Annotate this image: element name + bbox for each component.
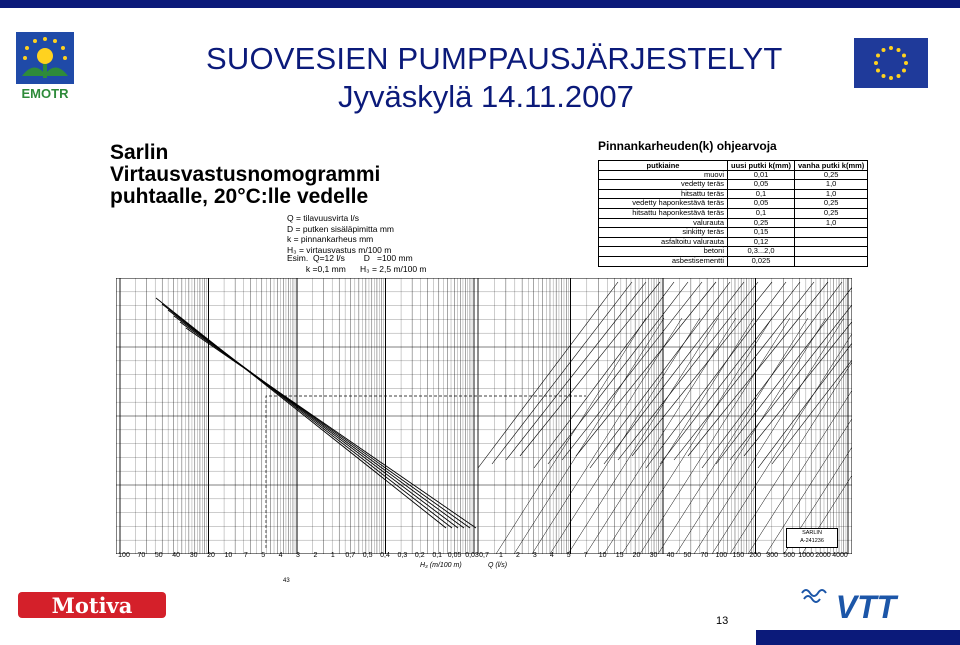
axis-tick-label: 7 bbox=[583, 552, 588, 559]
axis-tick-label: 0,03 bbox=[465, 552, 479, 559]
axis-unit-h: H₃ (m/100 m) bbox=[420, 562, 462, 569]
axis-tick-label: 0,7 bbox=[479, 552, 489, 559]
table-cell: 0,12 bbox=[728, 237, 795, 247]
table-row bbox=[599, 247, 868, 257]
drawing-stamp bbox=[786, 528, 838, 548]
table-row bbox=[599, 218, 868, 228]
document-title-block bbox=[110, 142, 380, 208]
motiva-logo-icon bbox=[18, 590, 168, 620]
table-cell bbox=[795, 228, 868, 238]
axis-tick-label: 1 bbox=[330, 552, 335, 559]
axis-tick-label: 30 bbox=[649, 552, 658, 559]
table-cell: 0,25 bbox=[728, 218, 795, 228]
example-line: k =0,1 mm H₃ = 2,5 m/100 m bbox=[287, 263, 427, 274]
axis-tick-label: 40 bbox=[666, 552, 675, 559]
axis-tick-label: 100 bbox=[118, 552, 130, 559]
axis-tick-label: 10 bbox=[224, 552, 233, 559]
diameter-line bbox=[658, 318, 808, 554]
table-cell: valurauta bbox=[599, 218, 728, 228]
axis-tick-label: 0,2 bbox=[414, 552, 425, 559]
axis-tick-label: 4000 bbox=[832, 552, 848, 559]
diameter-line bbox=[640, 318, 790, 554]
table-row bbox=[599, 228, 868, 238]
axis-tick-label: 3 bbox=[296, 552, 300, 559]
table-cell: hitsattu haponkestävä teräs bbox=[599, 208, 728, 218]
axis-tick-label: 0,5 bbox=[362, 552, 373, 559]
eu-star-icon bbox=[889, 76, 893, 80]
diameter-line bbox=[604, 282, 744, 464]
legend-item: H₃ = virtausvastus m/100 m bbox=[287, 244, 392, 255]
axis-tick-label: 150 bbox=[732, 552, 745, 559]
axis-tick-label: 100 bbox=[715, 552, 728, 559]
table-header: putkiaine bbox=[599, 161, 728, 171]
diameter-line bbox=[534, 282, 674, 468]
table-row bbox=[599, 256, 868, 266]
diameter-line bbox=[622, 318, 772, 554]
axis-tick-label: 70 bbox=[137, 552, 146, 559]
table-cell: 0,01 bbox=[728, 170, 795, 180]
bottom-accent-bar bbox=[756, 630, 960, 645]
table-cell: 0,25 bbox=[795, 199, 868, 209]
table-cell: 1,0 bbox=[795, 180, 868, 190]
axis-tick-label: 0,4 bbox=[380, 552, 390, 559]
svg-text:VTT: VTT bbox=[835, 589, 897, 625]
diameter-line bbox=[694, 318, 844, 554]
legend-item: Q = tilavuusvirta l/s bbox=[287, 213, 360, 223]
table-cell: 0,3...2,0 bbox=[728, 247, 795, 257]
diameter-line bbox=[478, 282, 618, 468]
table-cell: 1,0 bbox=[795, 189, 868, 199]
stamp-line: SARLIN bbox=[802, 530, 822, 536]
axis-tick-label: 0,1 bbox=[432, 552, 443, 559]
axis-tick-label: 20 bbox=[207, 552, 215, 559]
document-title-nomogram: Virtausvastusnomogrammi bbox=[110, 163, 381, 186]
diameter-line bbox=[646, 282, 786, 468]
table-cell bbox=[795, 237, 868, 247]
diameter-line bbox=[784, 318, 852, 554]
table-cell: 0,1 bbox=[728, 189, 795, 199]
table-cell bbox=[795, 256, 868, 266]
diameter-line bbox=[772, 282, 852, 464]
eu-star-icon bbox=[897, 74, 901, 78]
eu-star-icon bbox=[882, 48, 886, 52]
table-cell: 0,15 bbox=[728, 228, 795, 238]
table-row bbox=[599, 180, 868, 190]
table-cell: 0,05 bbox=[728, 199, 795, 209]
document-title-water: puhtaalle, 20°C:lle vedelle bbox=[110, 185, 369, 208]
eu-star-icon bbox=[889, 46, 893, 50]
top-accent-bar bbox=[0, 0, 960, 8]
table-cell: 0,25 bbox=[795, 170, 868, 180]
table-cell: sinkitty teräs bbox=[599, 228, 728, 238]
nomogram-chart bbox=[116, 278, 852, 578]
table-cell: vedetty haponkestävä teräs bbox=[599, 199, 728, 209]
axis-tick-label: 50 bbox=[154, 552, 163, 559]
symbol-legend bbox=[287, 213, 394, 255]
axis-tick-label: 7 bbox=[243, 552, 248, 559]
eu-star-icon bbox=[902, 54, 906, 58]
stamp-line: A-241236 bbox=[800, 538, 824, 544]
nomogram-grid bbox=[116, 278, 852, 554]
table-cell: betoni bbox=[599, 247, 728, 257]
example-block bbox=[287, 253, 427, 274]
scan-page-number: 43 bbox=[283, 578, 290, 584]
axis-tick-label: 4 bbox=[549, 552, 554, 559]
axis-tick-label: 70 bbox=[700, 552, 709, 559]
example-line: Esim. Q=12 l/s D =100 mm bbox=[287, 253, 413, 263]
axis-tick-label: 2 bbox=[515, 552, 520, 559]
eu-star-icon bbox=[904, 61, 908, 65]
diameter-line bbox=[660, 282, 800, 464]
table-cell: 0,025 bbox=[728, 256, 795, 266]
table-cell: 1,0 bbox=[795, 218, 868, 228]
table-header-row bbox=[599, 161, 868, 171]
axis-tick-label: 20 bbox=[632, 552, 641, 559]
table-cell: hitsattu teräs bbox=[599, 189, 728, 199]
axis-tick-label: 15 bbox=[615, 552, 624, 559]
diameter-line bbox=[550, 318, 700, 554]
axis-tick-label: 3 bbox=[532, 552, 537, 559]
eu-flag-icon bbox=[854, 38, 928, 88]
roughness-line bbox=[174, 316, 464, 528]
diameter-line bbox=[568, 318, 718, 554]
page-number: 13 bbox=[716, 615, 729, 627]
diameter-line bbox=[676, 318, 826, 554]
table-cell: asbestisementti bbox=[599, 256, 728, 266]
roughness-table bbox=[598, 160, 868, 267]
svg-text:EMOTR: EMOTR bbox=[21, 86, 69, 101]
eu-star-icon bbox=[902, 69, 906, 73]
axis-tick-label: 50 bbox=[683, 552, 692, 559]
axis-tick-label: 30 bbox=[189, 552, 198, 559]
axis-tick-label: 500 bbox=[783, 552, 795, 559]
diameter-line bbox=[506, 282, 646, 460]
roughness-table-title: Pinnankarheuden(k) ohjearvoja bbox=[598, 139, 777, 153]
eu-star-icon bbox=[882, 74, 886, 78]
axis-tick-label: 1000 bbox=[798, 552, 814, 559]
axis-tick-label: 0,05 bbox=[447, 552, 462, 559]
table-cell: vedetty teräs bbox=[599, 180, 728, 190]
roughness-line bbox=[168, 310, 458, 528]
diameter-line bbox=[514, 318, 664, 554]
axis-tick-label: 1 bbox=[498, 552, 503, 559]
eu-star-icon bbox=[897, 48, 901, 52]
axis-tick-label: 5 bbox=[566, 552, 571, 559]
axis-tick-label: 2000 bbox=[815, 552, 831, 559]
table-cell bbox=[795, 247, 868, 257]
eu-star-icon bbox=[876, 54, 880, 58]
axis-tick-label: 40 bbox=[172, 552, 181, 559]
table-row bbox=[599, 208, 868, 218]
table-header: uusi putki k(mm) bbox=[728, 161, 795, 171]
diameter-line bbox=[548, 282, 688, 464]
page-title: SUOVESIEN PUMPPAUSJÄRJESTELYT bbox=[206, 41, 783, 76]
table-cell: 0,25 bbox=[795, 208, 868, 218]
diameter-line bbox=[532, 318, 682, 554]
axis-tick-label: 0,7 bbox=[345, 552, 356, 559]
roughness-line bbox=[186, 328, 476, 528]
axis-tick-label: 5 bbox=[261, 552, 266, 559]
emotr-logo-icon bbox=[14, 30, 76, 102]
diameter-line bbox=[496, 318, 646, 554]
table-header: vanha putki k(mm) bbox=[795, 161, 868, 171]
axis-tick-label: 200 bbox=[749, 552, 762, 559]
document-title-sarlin: Sarlin bbox=[110, 141, 169, 164]
table-cell: muovi bbox=[599, 170, 728, 180]
table-cell: asfaltoitu valurauta bbox=[599, 237, 728, 247]
axis-tick-label: 0,3 bbox=[397, 552, 408, 559]
axis-tick-label: 300 bbox=[766, 552, 779, 559]
eu-star-icon bbox=[876, 69, 880, 73]
page-subtitle: Jyväskylä 14.11.2007 bbox=[338, 79, 634, 114]
diameter-line bbox=[590, 282, 730, 468]
table-cell: 0,1 bbox=[728, 208, 795, 218]
axis-tick-label: 4 bbox=[278, 552, 283, 559]
vtt-logo-icon bbox=[800, 585, 920, 625]
axis-tick-label: 10 bbox=[598, 552, 607, 559]
axis-tick-label: 2 bbox=[313, 552, 318, 559]
axis-unit-q: Q (l/s) bbox=[488, 562, 508, 569]
legend-item: k = pinnankarheus mm bbox=[287, 234, 374, 244]
svg-text:Motiva: Motiva bbox=[51, 593, 133, 618]
table-cell: 0,05 bbox=[728, 180, 795, 190]
legend-item: D = putken sisäläpimitta mm bbox=[287, 223, 394, 234]
eu-star-icon bbox=[874, 61, 878, 65]
table-row bbox=[599, 237, 868, 247]
roughness-line bbox=[180, 322, 470, 528]
